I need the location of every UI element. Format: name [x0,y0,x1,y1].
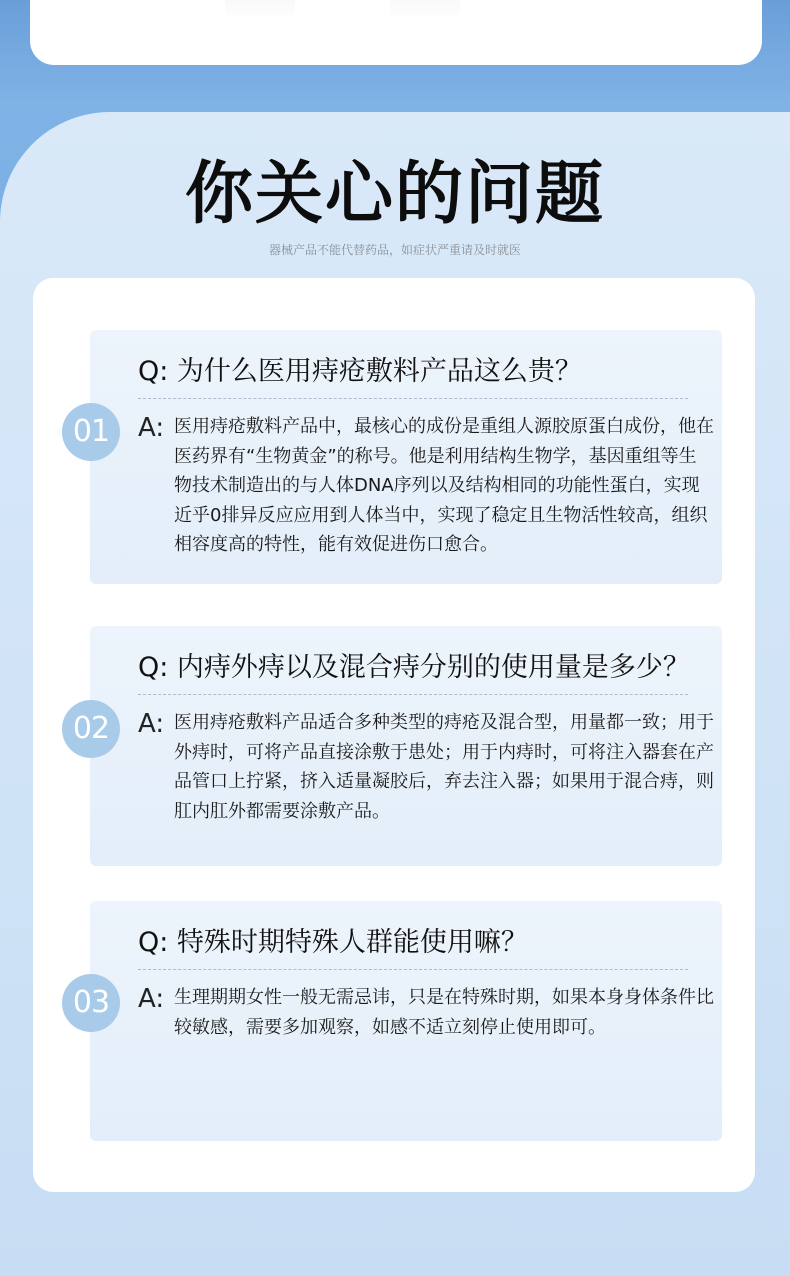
disclaimer-subtitle: 器械产品不能代替药品，如症状严重请及时就医 [268,243,521,257]
faq-question: Q: 特殊时期特殊人群能使用嘛？ [138,927,528,958]
answer-label: A: [138,709,165,739]
top-product-card [30,0,762,65]
faq-number-badge: 01 [62,403,120,461]
product-image-fragment [390,0,460,20]
faq-question: Q: 内痔外痔以及混合痔分别的使用量是多少？ [138,652,690,683]
faq-number-badge: 02 [62,700,120,758]
faq-number-badge: 03 [62,974,120,1032]
divider [138,969,688,970]
faq-item [90,330,722,584]
faq-answer: 生理期期女性一般无需忌讳，只是在特殊时期，如果本身身体条件比较敏感，需要多加观察，如感不适立刻停止使用即可。 [174,987,714,1038]
answer-label: A: [138,984,165,1014]
divider [138,398,688,399]
faq-item [90,626,722,866]
faq-item [90,901,722,1141]
faq-answer: 医用痔疮敷料产品适合多种类型的痔疮及混合型，用量都一致；用于外痔时，可将产品直接涂敷于患处；用于内痔时，可将注入器套在产品管口上拧紧，挤入适量凝胶后，弃去注入器；如果用于混合痔，则肛内肛外都需要涂敷产品。 [174,712,714,822]
product-image-fragment [225,0,295,20]
page-title: 你关心的问题 [184,155,605,234]
divider [138,694,688,695]
answer-label: A: [138,413,165,443]
faq-answer: 医用痔疮敷料产品中，最核心的成份是重组人源胶原蛋白成份，他在医药界有“生物黄金”的称号。他是利用结构生物学，基因重组等生物技术制造出的与人体DNA序列以及结构相同的功能性蛋白，实现近乎0排异反应应用到人体当中，实现了稳定且生物活性较高，组织相容度高的特性，能有效促进伤口愈合。 [174,416,714,555]
faq-question: Q: 为什么医用痔疮敷料产品这么贵？ [138,356,582,387]
